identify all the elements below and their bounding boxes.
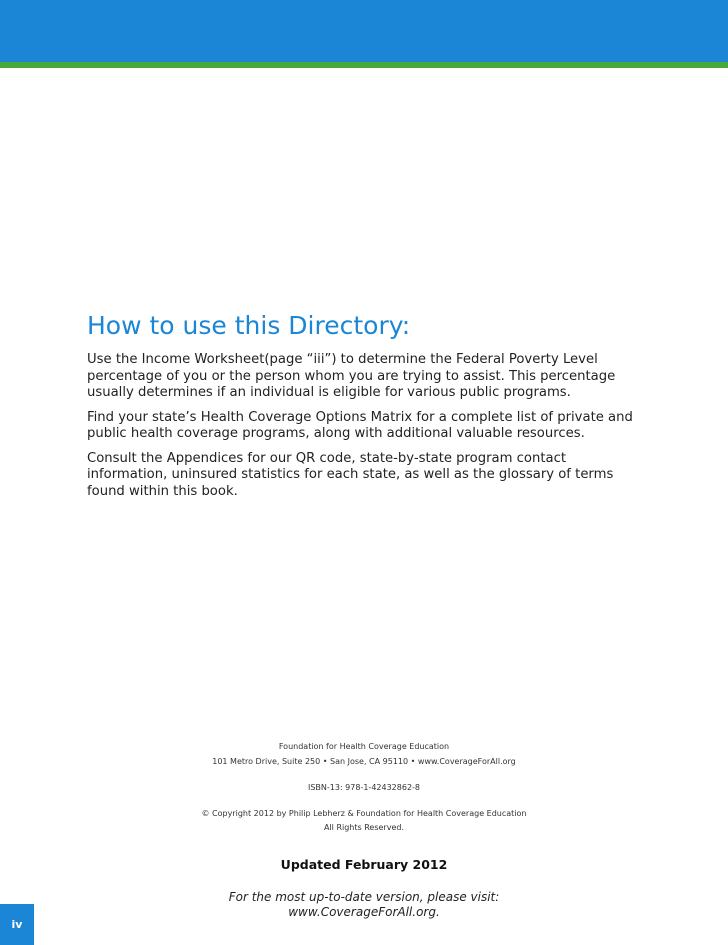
instruction-paragraph-income: Use the Income Worksheet(page “iii”) to determine the Federal Poverty Level percentage of you or the person whom you are trying to assist. This percentage usually determines if an individual is eligible for various public programs.: [87, 352, 616, 400]
header-divider: [0, 62, 728, 68]
updated-date: Updated February 2012: [280, 857, 448, 872]
instruction-paragraph-matrix: Find your state’s Health Coverage Options Matrix for a complete list of private and public health coverage programs, along with additional valuable resources.: [87, 409, 633, 441]
copyright: © Copyright 2012 by Philip Lebherz & Foundation for Health Coverage Education: [201, 809, 527, 818]
page-number: iv: [0, 904, 34, 945]
visit-note: For the most up-to-date version, please visit:: [228, 890, 500, 904]
directory-instructions: [87, 310, 647, 508]
isbn: ISBN-13: 978-1-42432862-8: [307, 783, 421, 792]
section-heading: How to use this Directory:: [87, 311, 411, 340]
org-address: 101 Metro Drive, Suite 250 • San Jose, CA 95110 • www.CoverageForAll.org: [212, 757, 516, 766]
header-band: [0, 0, 728, 62]
instruction-paragraph-appendices: Consult the Appendices for our QR code, state-by-state program contact information, uninsured statistics for each state, as well as the glossary of terms found within this book.: [87, 450, 614, 499]
org-name: Foundation for Health Coverage Education: [278, 742, 450, 751]
rights-reserved: All Rights Reserved.: [323, 823, 404, 832]
website-link[interactable]: www.CoverageForAll.org.: [288, 905, 440, 919]
